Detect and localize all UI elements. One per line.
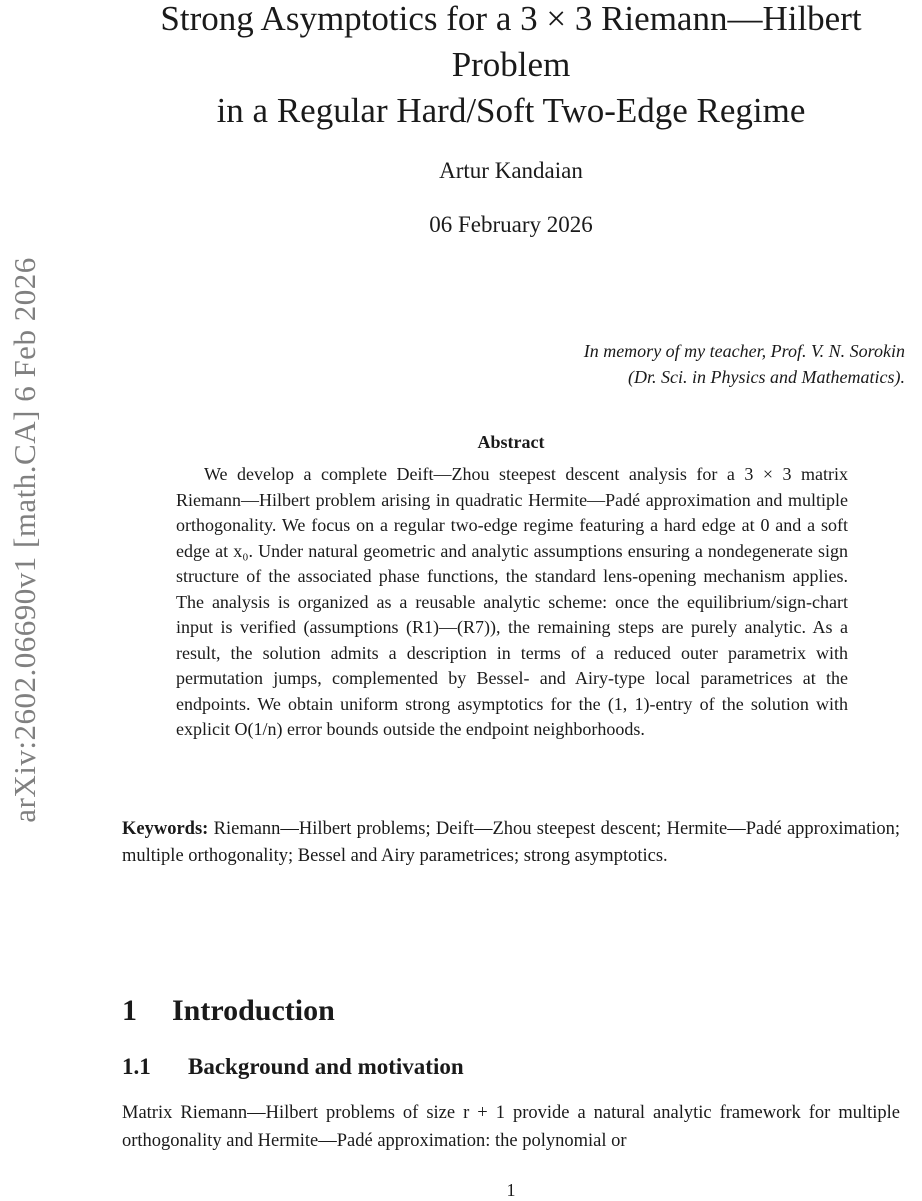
- dedication: [584, 338, 905, 390]
- title-line-3: in a Regular Hard/Soft Two-Edge Regime: [216, 91, 806, 130]
- subsection-heading: [122, 1054, 464, 1080]
- author-name: Artur Kandaian: [439, 158, 583, 183]
- arxiv-sidebar: [0, 200, 50, 880]
- section-number: 1: [122, 994, 137, 1027]
- abstract-heading: Abstract: [477, 432, 545, 452]
- title-line-1: Strong Asymptotics for a 3 × 3 Riemann—Hilbert: [160, 0, 862, 38]
- subsection-number: 1.1: [122, 1054, 151, 1079]
- arxiv-stamp: arXiv:2602.06690v1 [math.CA] 6 Feb 2026: [7, 257, 42, 823]
- paper-title: [100, 0, 922, 134]
- keywords-text: Riemann—Hilbert problems; Deift—Zhou steepest descent; Hermite—Padé approximation; multiple orthogonality; Bessel and Airy parametrices; strong asymptotics.: [122, 819, 901, 866]
- keywords-label: Keywords:: [122, 819, 209, 839]
- section-heading: [122, 994, 335, 1028]
- title-line-2: Problem: [451, 45, 571, 84]
- paper-date: 06 February 2026: [429, 212, 593, 237]
- subsection-title: Background and motivation: [188, 1054, 464, 1079]
- keywords: [122, 816, 900, 870]
- page-number: 1: [506, 1180, 516, 1200]
- dedication-line-1: In memory of my teacher, Prof. V. N. Sorokin: [583, 341, 905, 361]
- abstract-text: We develop a complete Deift—Zhou steepest descent analysis for a 3 × 3 matrix Riemann—Hilbert problem arising in quadratic Hermite—Padé approximation and multiple orthogonality. We focus on a regular two-edge regime featuring a hard edge at 0 and a soft edge at x₀. Under natural geometric and analytic assumptions ensuring a nondegenerate sign structure of the associated phase functions, the standard lens-opening mechanism applies. The analysis is organized as a reusable analytic scheme: once the equilibrium/sign-chart input is verified (assumptions (R1)—(R7)), the remaining steps are purely analytic. As a result, the solution admits a description in terms of a reduced outer parametrix with permutation jumps, complemented by Bessel- and Airy-type local parametrices at the endpoints. We obtain uniform strong asymptotics for the (1, 1)-entry of the solution with explicit O(1/n) error bounds outside the endpoint neighborhoods.: [176, 464, 848, 739]
- section-title: Introduction: [172, 994, 335, 1027]
- intro-paragraph: Matrix Riemann—Hilbert problems of size r + 1 provide a natural analytic framework for multiple orthogonality and Hermite—Padé approximation: the polynomial or: [122, 1103, 900, 1151]
- dedication-line-2: (Dr. Sci. in Physics and Mathematics).: [628, 367, 905, 387]
